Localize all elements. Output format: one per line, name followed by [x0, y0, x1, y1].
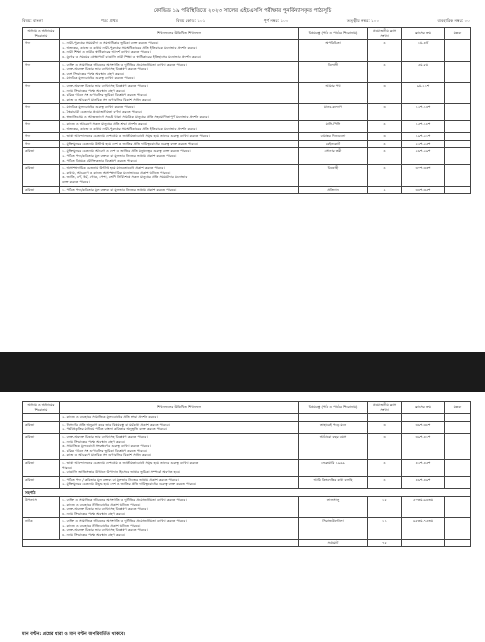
outcome-line: ৪. ন্যায় সিদ্ধান্তের পক্ষে অবস্থান গ্রহণ করবে।: [62, 533, 126, 538]
content-cell: বায়ান্নর দিনগুলো: [299, 133, 368, 141]
remark-cell: [445, 133, 471, 141]
outcome-cell: [60, 61, 299, 82]
outcome-line: ৪. কাজ ও আচরণে মানবিক সং গুণাবলির বিকাশ সাধন করবে।: [62, 97, 152, 102]
remark-cell: [445, 61, 471, 82]
classes-cell: ৩: [368, 104, 402, 121]
classes-cell: ৪: [368, 476, 402, 488]
outcome-line: ১. ভাষা আন্দোলনের চেতনায় দেশপ্রেম ও জাতীয়তাবোধে সমৃদ্ধ হয়ে তাদের গুরুত্ব ব্যাখ্যা করতে: [62, 460, 199, 465]
classes-cell: ৩: [368, 433, 402, 459]
outcome-line: ৩. পঠিত বিষয়ক যৌক্তিকতার বিশ্লেষণ করতে পারবে।: [62, 158, 138, 163]
table-row: [23, 148, 471, 165]
week-cell: ২৬শ-২৯শ: [402, 148, 445, 165]
outcome-cell: [60, 186, 299, 194]
content-cell: ফেব্রুয়ারি ১৯৬৯: [299, 459, 368, 476]
content-cell: সোনার তরী: [299, 148, 368, 165]
header-week: ক্লাসের ক্রম: [402, 28, 445, 40]
remark-cell: [445, 459, 471, 476]
chapter-cell: কবিতা: [23, 459, 60, 476]
outcome-line: ১. ব্যক্তি ও সামাজিক জীবনের অসংগতি ও দুর্নীতির প্রয়োজনীয়তা ব্যাখ্যা করতে পারবে।: [62, 497, 187, 502]
classes-cell: ৩: [368, 421, 402, 433]
outcome-line: ১. কাজে ও আচরণে সকল মানুষের প্রতি শ্রদ্ধা প্রদর্শন করবে।: [62, 122, 148, 127]
chapter-cell: কবিতা: [23, 433, 60, 459]
content-cell: তাহারেই পড়ে মনে: [299, 421, 368, 433]
outcome-line: ২. পঠিত পদ্য/কবিতার মূল বক্তব্য বা মূলভাব নিজের ভাষায় প্রকাশ করতে পারবে।: [62, 154, 177, 159]
outcome-line: ৪. যুগের ও সময়ের প্রেক্ষাপটে বাঙালি নারী শিক্ষা ও স্বাধিকারের ইতিহাসের মনোভাব প্রদর্শন করবে।: [62, 54, 201, 59]
outcome-line: ৩. জাতি, বর্ণ, ধর্ম, গোত্র, পেশা, শ্রেণি নির্বিশেষে সকল মানুষের প্রতি সমমর্যাদার মনোভাব: [62, 175, 188, 180]
content-cell: আমার পথ: [299, 82, 368, 103]
header-chapter: অধ্যায় ও অধ্যায়ের শিরোনাম: [23, 402, 60, 414]
table-row: [23, 140, 471, 148]
chapter-cell: গদ্য: [23, 121, 60, 133]
document-page-2: [0, 392, 485, 642]
chapter-cell: নাটক: [23, 518, 60, 539]
classes-cell: ৪: [368, 40, 402, 61]
chapter-cell: গদ্য: [23, 133, 60, 141]
header-classes: প্রয়োজনীয় ক্লাস সংখ্যা: [368, 402, 402, 414]
classes-cell: ৪: [368, 140, 402, 148]
week-cell: ৪২শ-৪৫শ: [402, 459, 445, 476]
syllabus-table: [22, 27, 471, 194]
chapter-cell: উপন্যাস: [23, 496, 60, 517]
outcome-line: ৪. মানবিক মূল্যবোধের গুরুত্ব ব্যাখ্যা করতে পারবে।: [62, 76, 135, 81]
table-row: [23, 496, 471, 517]
outcome-line: ১. ব্যক্ত-অব্যক্ত চিন্তার ভাব ব্যাখ্যাসহ বিশ্লেষণ করতে পারবে।: [62, 83, 148, 88]
outcome-line: ৩. ব্যক্ত-অব্যক্ত চিন্তার ভাব ব্যাখ্যাসহ বিশ্লেষণ করতে পারবে।: [62, 507, 148, 512]
classes-cell: [368, 414, 402, 422]
outcome-line: ২. কথায়, আচরণে ও কাজে অসাম্প্রদায়িক মনোভাবের প্রকাশ ঘটাতে পারবে।: [62, 170, 171, 175]
classes-cell: ২: [368, 186, 402, 194]
content-cell: আঠারো বছর বয়স: [299, 433, 368, 459]
week-cell: ৫ম-৮ম: [402, 61, 445, 82]
outcome-cell: [60, 414, 299, 422]
classes-cell: ৩: [368, 133, 402, 141]
outcome-cell: [60, 459, 299, 476]
table-row: [23, 186, 471, 194]
outcome-line: ৩. নারী শিক্ষা ও নারীর স্বাধিকারের আদর্শ ব্যাখ্যা করতে পারবে।: [62, 50, 151, 55]
outcome-line: ১. মুক্তিযুদ্ধের চেতনায় আবেগ ও দেশ ও জাতির প্রতি মনুষ্যত্বের গুরুত্ব ব্যক্ত করতে পারবে।: [62, 149, 191, 154]
outcome-cell: [60, 40, 299, 61]
table-row: [23, 133, 471, 141]
content-cell: সিরাজউদ্দৌলা: [299, 518, 368, 539]
week-cell: ৩৬শ-৩৮শ: [402, 421, 445, 433]
content-cell: বিদ্রোহী: [299, 165, 368, 186]
meta-paper: পত্র: প্রথম: [100, 18, 118, 23]
outcome-line: ২. মুক্তিযুদ্ধের চেতনায় উদ্বুদ্ধ হয়ে দেশ ও জাতির প্রতি দায়িত্ববোধের গুরুত্ব ব্যক্ত করতে পারবে।: [62, 482, 197, 487]
remark-cell: [445, 82, 471, 103]
outcome-cell: [60, 421, 299, 433]
outcome-line: ৩. স্বজাতিপ্রেম ও আত্মত্যাগে সচেষ্ট থাকা সামগ্রিক মানুষের প্রতি সহযোগিতাপূর্ণ মনোভাব প্রদর্শন করবে।: [62, 114, 209, 119]
remark-cell: [445, 104, 471, 121]
table-header-row: [23, 28, 471, 40]
outcome-line: ১. ব্যক্তি ও সামাজিক জীবনের অসংগতি ও দুর্নীতির প্রয়োজনীয়তা ব্যাখ্যা করতে পারবে।: [62, 62, 187, 67]
chapter-cell: [23, 414, 60, 422]
remark-cell: [445, 40, 471, 61]
outcome-line: ৫. কাজ ও আচরণে মানবিক সং গুণাবলির বিকাশ সাধন করবে।: [62, 453, 152, 458]
outcome-line: ২. অভ্যন্তর, কাজে ও কথায় নারী-পুরুষের সমঅধিকারের প্রতি ইতিবাচক মনোভাব প্রদর্শন করবে।: [62, 45, 197, 50]
chapter-cell: কবিতা: [23, 165, 60, 186]
section-row: [23, 488, 471, 496]
meta-full-marks: পূর্ণ নম্বর: ১০০: [263, 18, 289, 23]
outcome-line: ৩. চরিত্র গঠনে সং গুণাবলির ভূমিকা বিশ্লেষণ করতে পারবে।: [62, 93, 148, 98]
header-chapter: অধ্যায় ও অধ্যায়ের শিরোনাম: [23, 28, 60, 40]
total-spacer: [23, 539, 299, 547]
meta-code: বিষয় কোড: ১০১: [176, 18, 206, 23]
week-cell: ৪৬শ-৪৯শ: [402, 476, 445, 488]
week-cell: ১৯শ-২১শ: [402, 133, 445, 141]
total-week: [402, 539, 445, 547]
outcome-line: ১. নিসর্গের প্রতি অনুরাগ করে তার বিষয়বস্তু বা মর্মকথা প্রকাশ করতে পারবে।: [62, 422, 170, 427]
outcome-cell: [60, 82, 299, 103]
chapter-cell: গদ্য: [23, 140, 60, 148]
outcome-line: ১. ভাষা আন্দোলনের চেতনায় দেশপ্রেম ও জাতীয়তাবোধে সমৃদ্ধ হয়ে তাদের গুরুত্ব ব্যাখ্যা করতে পারবে।: [62, 134, 210, 139]
meta-theory-marks: তত্ত্বীয় নম্বর: ১০০: [346, 18, 380, 23]
outcome-cell: [60, 148, 299, 165]
total-remark: [445, 539, 471, 547]
chapter-cell: গদ্য: [23, 82, 60, 103]
outcome-line: ৩. ব্যক্ত-অব্যক্ত চিন্তার ভাব ব্যাখ্যাসহ বিশ্লেষণ করতে পারবে।: [62, 528, 148, 533]
outcome-line: ১. অসাম্প্রদায়িক চেতনায় উদ্দীপ্ত হয়ে মানবতাবোধ প্রকাশ করতে পারবে।: [62, 166, 165, 171]
remark-cell: [445, 476, 471, 488]
outcome-line: ২. অভ্যন্তর, কাজে ও কথায় নারী-পুরুষের সমঅধিকারের প্রতি ইতিবাচক মনোভাব প্রদর্শন করবে।: [62, 126, 197, 131]
syllabus-table-continued: [22, 401, 471, 547]
week-cell: ৩০শ-৩৩শ: [402, 165, 445, 186]
remark-cell: [445, 121, 471, 133]
header-remark: মন্তব্য: [445, 28, 471, 40]
outcome-line: ২. কাজে ও ব্যবহারে নীতিবোধের প্রকাশ ঘটাতে পারবে।: [62, 523, 141, 528]
outcome-line: ৪. চরিত্র গঠনে সং গুণাবলির ভূমিকা বিশ্লেষণ করতে পারবে।: [62, 448, 148, 453]
content-cell: [299, 414, 368, 422]
table-row: [23, 82, 471, 103]
outcome-line: ১. ব্যক্তি ও সামাজিক জীবনের অসংগতি ও দুর্নীতির প্রয়োজনীয়তা ব্যাখ্যা করতে পারবে।: [62, 519, 187, 524]
outcome-line: ৪. ন্যায় সিদ্ধান্তের পক্ষে অবস্থান গ্রহণ করবে।: [62, 511, 126, 516]
table-row: [23, 121, 471, 133]
outcome-cell: [60, 496, 299, 517]
outcome-line: ১. পঠিত পদ্য / কবিতার মূল বক্তব্য বা মূলভাব নিজের ভাষায় প্রকাশ করতে পারবে।: [62, 477, 179, 482]
content-cell: মানব-কল্যাণ: [299, 104, 368, 121]
outcome-line: ১. মুক্তিযুদ্ধের চেতনায় উদ্দীপ্ত হয়ে দেশ ও জাতির প্রতি দায়িত্ববোধের গুরুত্ব ব্যক্ত করতে পারবে।: [62, 141, 199, 146]
table-row: [23, 414, 471, 422]
outcome-line: ৩. ব্যঙ্গ সিদ্ধান্তের পক্ষে অবস্থান গ্রহণ করবে।: [62, 71, 125, 76]
header-remark: মন্তব্য: [445, 402, 471, 414]
outcome-cell: [60, 433, 299, 459]
outcome-line: পারবে।: [62, 465, 73, 470]
outcome-cell: [60, 140, 299, 148]
mark-distribution-note: মান বণ্টন: প্রশ্নের ধারা ও মান বণ্টন অপরিবর্তিত থাকবে।: [22, 632, 126, 637]
content-cell: লালসালু: [299, 496, 368, 517]
subject-meta: [22, 18, 470, 23]
table-row: [23, 518, 471, 539]
classes-cell: ৪: [368, 165, 402, 186]
week-cell: ১ম-৪র্থ: [402, 40, 445, 61]
remark-cell: [445, 433, 471, 459]
remark-cell: [445, 414, 471, 422]
week-cell: ৩৪শ-৩৫শ: [402, 186, 445, 194]
document-title: কোভিড ১৯ পরিস্থিতিতে ২০২৩ সালের এইচএসসি পরীক্ষার পুনর্বিন্যাসকৃত পাঠ্যসূচি: [153, 8, 332, 14]
outcome-cell: [60, 518, 299, 539]
outcome-cell: [60, 121, 299, 133]
meta-practical-marks: ব্যবহারিক নম্বর: ০০: [437, 18, 470, 23]
outcome-line: ১. মানবিক মূল্যবোধের গুরুত্ব ব্যাখ্যা করতে পারবে।: [62, 105, 135, 110]
content-cell: আমি কিংবদন্তির কথা বলছি: [299, 476, 368, 488]
chapter-cell: গদ্য: [23, 40, 60, 61]
content-cell: রেইনকোট: [299, 140, 368, 148]
header-content: বিষয়বস্তু (পাঠ ও পাঠের শিরোনাম): [299, 402, 368, 414]
section-title: সহপাঠ: [23, 488, 471, 496]
remark-cell: [445, 421, 471, 433]
table-row: [23, 421, 471, 433]
content-cell: বিলাসী: [299, 61, 368, 82]
table-row: [23, 40, 471, 61]
header-outcome: শিখনফলের উল্লিখিত শিখনফল: [60, 402, 299, 414]
outcome-line: ২. স্বৈরাচারী চেতনার প্রয়োজনীয়তা বর্ণনা করতে পারবে।: [62, 109, 142, 114]
outcome-cell: [60, 476, 299, 488]
chapter-cell: কবিতা: [23, 421, 60, 433]
meta-subject: বিষয়: বাংলা: [22, 18, 43, 23]
chapter-cell: গদ্য: [23, 61, 60, 82]
outcome-line: ব্যক্ত করতে পারবে।: [62, 180, 90, 185]
chapter-cell: কবিতা: [23, 476, 60, 488]
outcome-line: ২. ন্যায় সিদ্ধান্তের পক্ষে অবস্থান গ্রহণ করবে।: [62, 439, 126, 444]
content-cell: অপরিচিতা: [299, 40, 368, 61]
week-cell: ২২শ-২৫শ: [402, 140, 445, 148]
table-row: [23, 165, 471, 186]
table-row: [23, 459, 471, 476]
outcome-line: ২. ন্যায় সিদ্ধান্তের পক্ষে অবস্থান গ্রহণ করবে।: [62, 88, 126, 93]
remark-cell: [445, 518, 471, 539]
remark-cell: [445, 165, 471, 186]
week-cell: [402, 414, 445, 422]
outcome-line: ২. ব্যক্ত-অব্যক্ত চিন্তার ভাব ব্যাখ্যাসহ বিশ্লেষণ করতে পারবে।: [62, 67, 148, 72]
classes-cell: ৪: [368, 459, 402, 476]
week-cell: ১৫শ-১৮শ: [402, 121, 445, 133]
header-content: বিষয়বস্তু (পাঠ ও পাঠের শিরোনাম): [299, 28, 368, 40]
week-cell: ১২শ-১৪শ: [402, 104, 445, 121]
week-cell: ৩৯শ-৪১শ: [402, 433, 445, 459]
table-header-row: [23, 402, 471, 414]
remark-cell: [445, 140, 471, 148]
table-row: [23, 433, 471, 459]
total-label: সর্বমোট: [299, 539, 368, 547]
remark-cell: [445, 148, 471, 165]
outcome-line: ২. বাঙালি জাতিসত্তার উত্থানে উপাদান হিসেবে ভাষার ভূমিকা সম্পর্কে অবগত হবে।: [62, 470, 181, 475]
week-cell: ৫০তম-৬৪তম: [402, 496, 445, 517]
outcome-cell: [60, 133, 299, 141]
outcome-line: ২. পল্লীপ্রকৃতির মাধ্যমে পঠিত বাংলা কবিতার অনুভূতি ব্যক্ত করতে পারবে।: [62, 427, 167, 432]
total-row: [23, 539, 471, 547]
page-separator: [0, 352, 485, 392]
outcome-line: ১. পঠিত পদ্য/কবিতার মূল বক্তব্য বা মূলভাব নিজের ভাষায় প্রকাশ করতে পারবে।: [62, 187, 177, 192]
classes-cell: ৩: [368, 82, 402, 103]
header-classes: প্রয়োজনীয় ক্লাস সংখ্যা: [368, 28, 402, 40]
chapter-cell: কবিতা: [23, 148, 60, 165]
week-cell: ৬৫তম-৭৫তম: [402, 518, 445, 539]
outcome-line: ৩. সামাজিক মূল্যবোধে সংরক্ষণের গুরুত্ব ব্যাখ্যা করতে পারবে।: [62, 444, 151, 449]
classes-cell: ৪: [368, 148, 402, 165]
header-week: ক্লাসের ক্রম: [402, 402, 445, 414]
total-classes: ৭৫: [368, 539, 402, 547]
table-row: [23, 61, 471, 82]
classes-cell: ১৫: [368, 496, 402, 517]
remark-cell: [445, 186, 471, 194]
classes-cell: ৪: [368, 61, 402, 82]
table-row: [23, 476, 471, 488]
content-cell: মাসি-পিসি: [299, 121, 368, 133]
content-cell: প্রতিদান: [299, 186, 368, 194]
classes-cell: ১১: [368, 518, 402, 539]
chapter-cell: গদ্য: [23, 104, 60, 121]
remark-cell: [445, 496, 471, 517]
outcome-cell: [60, 104, 299, 121]
header-outcome: শিখনফলের উল্লিখিত শিখনফল: [60, 28, 299, 40]
outcome-cell: [60, 165, 299, 186]
classes-cell: ৪: [368, 121, 402, 133]
outcome-line: ২. কাজে ও ব্যবহারে নীতিবোধের প্রকাশ ঘটাতে পারবে।: [62, 502, 141, 507]
outcome-line: ১. নারী-পুরুষের সমমর্যাদা ও সমঅধিকার ভূমিকা ব্যক্ত করতে পারবে।: [62, 41, 159, 46]
table-row: [23, 104, 471, 121]
week-cell: ৯ম-১১শ: [402, 82, 445, 103]
outcome-line: ১. ব্যক্ত-অব্যক্ত চিন্তার ভাব ব্যাখ্যাসহ বিশ্লেষণ করতে পারবে।: [62, 434, 148, 439]
chapter-cell: কবিতা: [23, 186, 60, 194]
outcome-line: ২. কাজে ও ব্যবহারে সামাজিক মূল্যবোধের প্রতি শ্রদ্ধা প্রদর্শন করবে।: [62, 415, 158, 420]
